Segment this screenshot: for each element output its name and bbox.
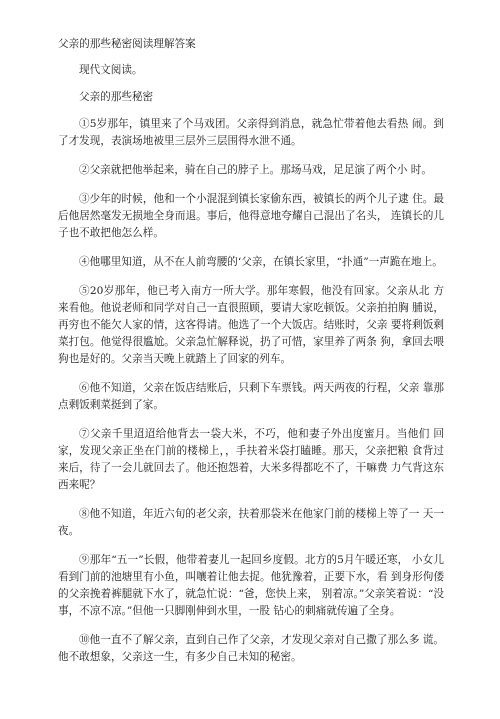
paragraph-7: ⑦父亲千里迢迢给他背去一袋大米，不巧，他和妻子外出度蜜月。当他们 回家，发现父亲正坐在门前的楼梯上，，手扶着米袋打瞌睡。那天，父亲把粮 食背过来后，待了一会儿就回去了。他还抱怨着，大米多得都吃不了，干嘛费 力气背这东西来呢？ [58, 428, 444, 491]
paragraph-4: ④他哪里知道，从不在人前弯腰的‘父亲，在镇长家里，“扑通”一声跪在地上。 [79, 256, 443, 268]
paragraph-8: ⑧他不知道，年近六旬的老父亲，扶着那袋米在他家门前的楼梯上等了一 天一夜。 [58, 508, 444, 537]
paragraph-10: ⑩他一直不了解父亲，直到自己作了父亲，才发现父亲对自己撒了那么多 谎。他不敢想象，父亲这一生，有多少自己未知的秘密。 [58, 634, 444, 663]
paragraph-2: ②父亲就把他举起来，骑在自己的脖子上。那场马戏，足足演了两个小 时。 [79, 164, 432, 176]
paragraph-9: ⑨那年“五一”长假，他带着妻儿一起回乡度假。北方的5月午暖还寒， 小女儿看到门前的池塘里有小鱼，叫嚷着让他去捉。他犹豫着，正要下水，看 到身形佝偻的父亲挽着裤腿就下水了，就急忙说：“爸，您快上来， 别着凉。”父亲笑着说：“没事，不凉不凉。”但他一只脚刚伸到水里，一股 钻心的刺痛就传遍了全身。 [58, 554, 444, 617]
document-page [58, 36, 444, 678]
story-title: 父亲的那些秘密 [79, 91, 154, 103]
paragraph-3: ③少年的时候，他和一个小混混到镇长家偷东西，被镇长的两个儿子逮 住。最后他居然毫发无损地全身而退。事后，他得意地夸耀自己混出了名头， 连镇长的儿子也不敢把他怎么样。 [58, 193, 444, 239]
paragraph-1: ①5岁那年，镇里来了个马戏团。父亲得到消息，就急忙带着他去看热 闹。到了才发现，表演场地被里三层外三层围得水泄不通。 [58, 118, 444, 147]
document-title: 父亲的那些秘密阅读理解答案 [58, 38, 196, 50]
paragraph-6: ⑥他不知道，父亲在饭店结账后，只剩下车票钱。两天两夜的行程，父亲 靠那点剩饭剩菜挺到了家。 [58, 382, 444, 411]
paragraph-5: ⑤20岁那年，他已考入南方一所大学。那年寒假，他没有回家。父亲从北 方来看他。他说老师和同学对自己一直很照顾，要请大家吃顿饭。父亲拍拍胸 脯说，再穷也不能欠人家的情，这客得请。他选了一个大饭店。结账时，父亲 要将剩饭剩菜打包。他觉得很尴尬。父亲急忙解释说，扔了可惜，家里养了两条 狗，拿回去喂狗也是好的。父亲当天晚上就踏上了回家的列车。 [58, 285, 444, 365]
section-label: 现代文阅读。 [79, 64, 143, 76]
